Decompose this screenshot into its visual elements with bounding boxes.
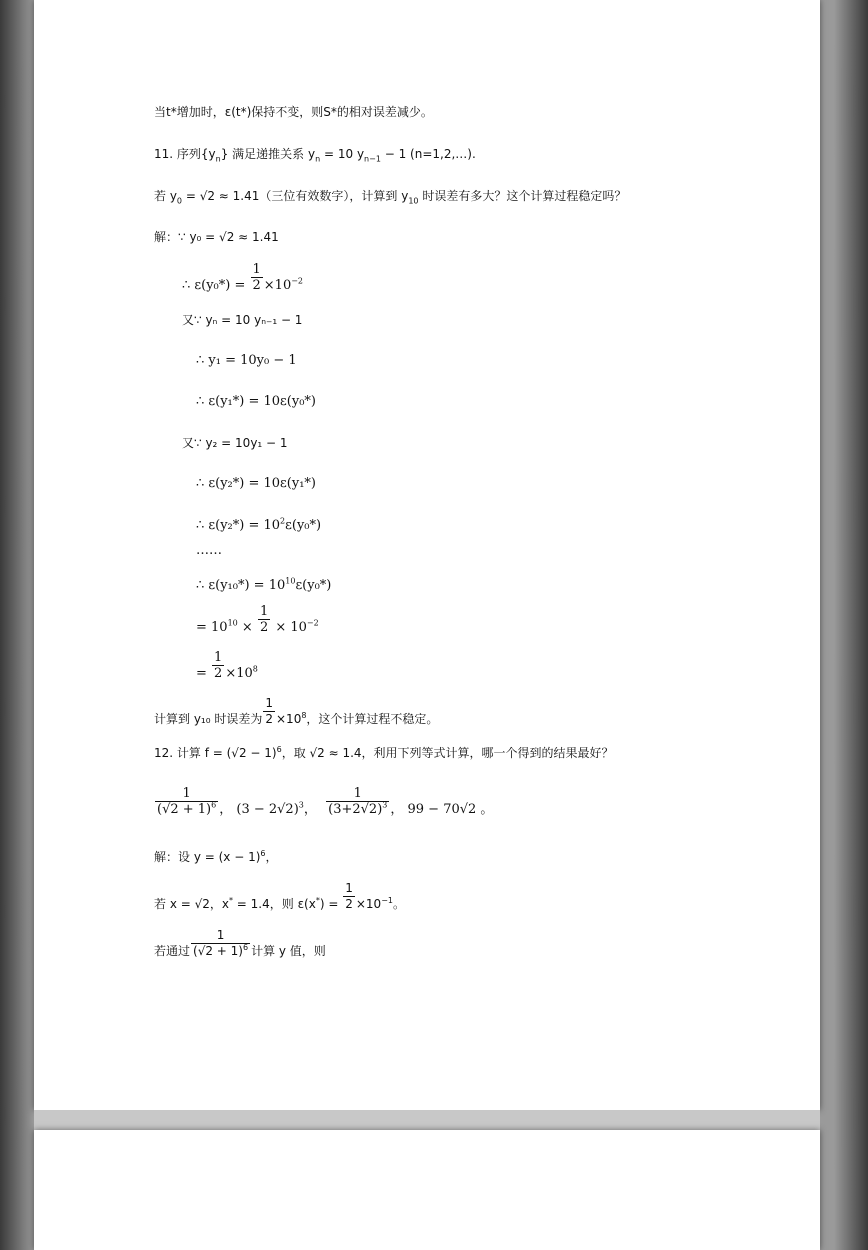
problem-11-statement xyxy=(154,146,476,162)
line-text: ×10 xyxy=(225,666,253,681)
superscript: 2 xyxy=(280,516,286,526)
denominator-text: (√2 + 1) xyxy=(157,802,212,817)
denominator: 2 xyxy=(259,620,269,635)
denominator: 2 xyxy=(252,278,261,293)
subscript: 0 xyxy=(176,196,183,206)
line-text: } 满足递推关系 y xyxy=(220,147,316,161)
line-text: ，这个计算过程不稳定。 xyxy=(306,712,439,726)
line-text: ×10 xyxy=(276,712,302,726)
solution-start xyxy=(154,229,279,245)
denominator-text: (3+2√2) xyxy=(328,802,383,817)
line-text: ×10 xyxy=(355,897,382,911)
superscript: 10 xyxy=(285,576,296,586)
text-line xyxy=(154,104,433,120)
line-text: = 10 xyxy=(196,620,228,635)
line-text: 又∵ yₙ = 10 yₙ₋₁ − 1 xyxy=(182,313,303,327)
numerator: 1 xyxy=(155,786,218,802)
line-text: ε(y₀*) xyxy=(295,578,332,593)
subscript: 10 xyxy=(408,196,419,206)
fraction xyxy=(326,786,389,817)
fraction xyxy=(212,650,224,681)
line-text: = √2 ≈ 1.41（三位有效数字），计算到 y xyxy=(182,189,409,203)
equation-line xyxy=(182,312,302,328)
line-text: = 1.4，则 ε(x xyxy=(232,897,316,911)
subscript: n xyxy=(215,154,221,164)
solution-12-start xyxy=(154,849,278,865)
superscript: 3 xyxy=(298,800,304,810)
denominator: 2 xyxy=(345,897,353,911)
equation-line xyxy=(196,578,331,594)
fraction xyxy=(343,881,355,912)
line-text: ∴ ε(y₂*) = 10ε(y₁*) xyxy=(196,476,316,491)
problem-11-question xyxy=(154,188,626,204)
line-text: 11. 序列{y xyxy=(154,147,216,161)
fraction xyxy=(258,604,270,635)
equation-line xyxy=(196,476,316,492)
line-text: = 10 y xyxy=(320,147,365,161)
equation-line xyxy=(196,650,258,682)
equation-line xyxy=(154,928,326,959)
numerator: 1 xyxy=(252,262,261,277)
line-text: ， (3 − 2√2) xyxy=(219,802,299,817)
superscript: 10 xyxy=(227,618,238,628)
line-text: ∴ y₁ = 10y₀ − 1 xyxy=(196,353,297,368)
superscript: 6 xyxy=(242,943,249,952)
equation-line xyxy=(196,394,316,410)
line-text: ∴ ε(y₁*) = 10ε(y₀*) xyxy=(196,394,316,409)
superscript: 6 xyxy=(211,800,217,810)
line-text: − 1 (n=1,2,…). xyxy=(380,147,476,161)
problem-12-statement xyxy=(154,745,614,761)
line-text: 计算到 y₁₀ 时误差为 xyxy=(154,712,263,726)
document-page xyxy=(34,0,820,1110)
ellipsis-line xyxy=(196,543,222,559)
line-text: = xyxy=(196,666,212,681)
line-text: ∴ ε(y₁₀*) = 10 xyxy=(196,578,286,593)
line-text: ， 99 − 70√2 。 xyxy=(390,802,494,817)
superscript: −2 xyxy=(306,618,319,628)
line-text: 若 y xyxy=(154,189,177,203)
line-text: ，取 √2 ≈ 1.4，利用下列等式计算，哪一个得到的结果最好？ xyxy=(281,746,614,760)
superscript: 8 xyxy=(301,711,307,720)
line-text: 时误差有多大？这个计算过程稳定吗？ xyxy=(418,189,627,203)
line-text: 12. 计算 f = (√2 − 1) xyxy=(154,746,277,760)
equation-line xyxy=(196,353,297,369)
line-text: × xyxy=(237,620,257,635)
denominator xyxy=(326,802,389,817)
subscript: n−1 xyxy=(364,154,381,164)
equation-line xyxy=(182,435,288,451)
line-text: 若 x = √2，x xyxy=(154,897,229,911)
line-text: 解：∵ y₀ = √2 ≈ 1.41 xyxy=(154,230,279,244)
line-text: 解：设 y = (x − 1) xyxy=(154,850,261,864)
superscript: 6 xyxy=(276,745,282,754)
line-text: ， xyxy=(303,802,317,817)
line-text: 。 xyxy=(392,897,405,911)
denominator xyxy=(191,944,250,959)
formula-options xyxy=(154,786,493,818)
denominator: 2 xyxy=(214,666,223,681)
subscript: n xyxy=(315,154,321,164)
page-gap xyxy=(34,1110,820,1130)
equation-line xyxy=(154,881,405,912)
superscript: −1 xyxy=(381,896,393,905)
superscript: −2 xyxy=(291,276,304,286)
numerator: 1 xyxy=(191,928,250,944)
fraction xyxy=(263,696,275,727)
denominator xyxy=(155,802,218,817)
denominator: 2 xyxy=(265,712,273,726)
line-text: 计算 y 值，则 xyxy=(251,944,326,958)
line-text: 当t*增加时，ε(t*)保持不变，则S*的相对误差减少。 xyxy=(154,105,433,119)
equation-line xyxy=(196,604,319,636)
line-text: ∴ ε(y₂*) = 10 xyxy=(196,518,281,533)
line-text: ， xyxy=(265,850,278,864)
line-text: ) = xyxy=(319,897,343,911)
line-text: 若通过 xyxy=(154,944,191,958)
superscript: 8 xyxy=(252,664,258,674)
equation-line xyxy=(196,518,321,534)
denominator-text: (√2 + 1) xyxy=(193,944,243,958)
numerator: 1 xyxy=(345,881,353,895)
numerator: 1 xyxy=(326,786,389,802)
numerator: 1 xyxy=(265,696,273,710)
superscript: 3 xyxy=(382,800,388,810)
line-text: × 10 xyxy=(271,620,307,635)
line-text: ∴ ε(y₀*) = xyxy=(182,278,250,293)
superscript: 6 xyxy=(260,849,266,858)
fraction xyxy=(251,262,263,293)
superscript: * xyxy=(228,896,233,905)
line-text: 又∵ y₂ = 10y₁ − 1 xyxy=(182,436,288,450)
numerator: 1 xyxy=(214,650,223,665)
document-page-next xyxy=(34,1130,820,1250)
superscript: * xyxy=(315,896,320,905)
conclusion-line xyxy=(154,696,438,727)
equation-line xyxy=(182,262,303,294)
fraction xyxy=(155,786,218,817)
fraction xyxy=(191,928,250,959)
line-text: ε(y₀*) xyxy=(285,518,322,533)
line-text: …… xyxy=(196,543,222,558)
line-text: ×10 xyxy=(263,278,292,293)
numerator: 1 xyxy=(259,604,269,619)
